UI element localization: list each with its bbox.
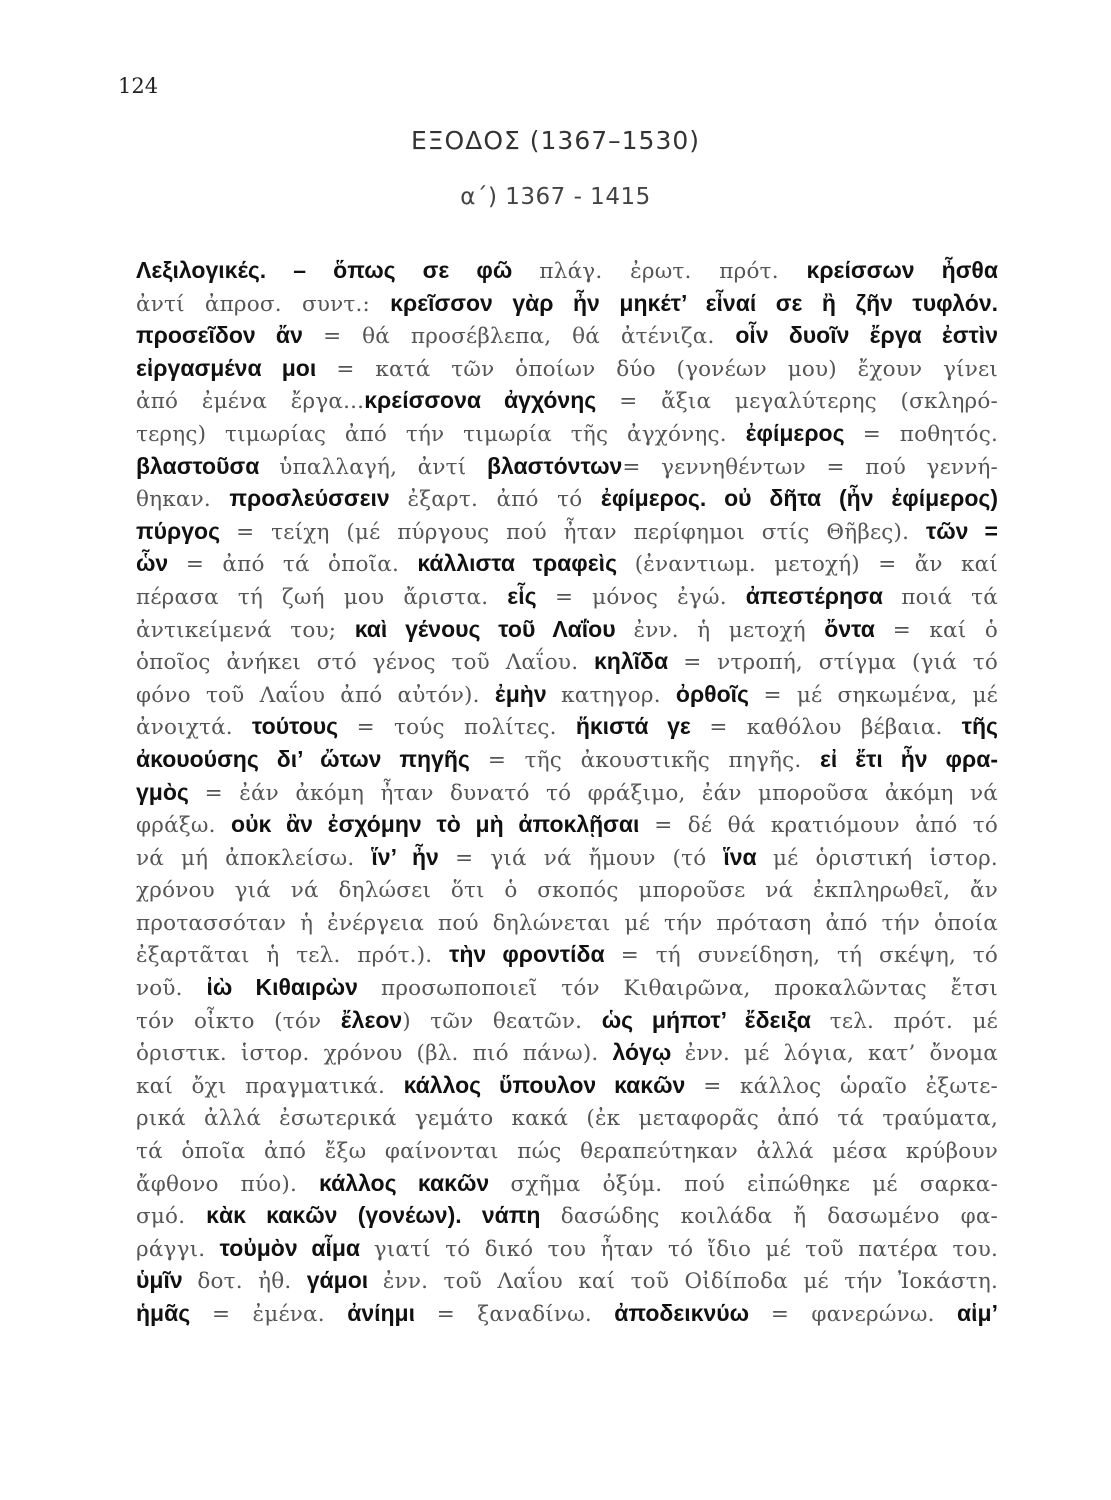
commentary-line <box>136 516 998 549</box>
lemma-term: βλαστόντων <box>486 452 623 479</box>
gloss-text: χρόνου γιά νά δηλώσει ὅτι ὁ σκοπός μποροῦσε νά ἐκπληρωθεῖ, ἄν <box>136 878 998 904</box>
gloss-text: δασώδης κοιλάδα ἤ δασωμένο φα- <box>560 1204 999 1230</box>
commentary-line <box>136 809 998 842</box>
lemma-term: ἀπεστέρησα <box>745 582 902 609</box>
gloss-text: = ἐμένα. <box>211 1302 348 1327</box>
page-number: 124 <box>118 74 159 98</box>
gloss-text: μέ ὁριστική ἱστορ. <box>772 845 998 871</box>
gloss-text: τερης) τιμωρίας ἀπό τήν τιμωρία τῆς ἀγχόνης. <box>136 421 746 447</box>
lemma-term: πύργος <box>136 517 237 544</box>
lemma-term: εἰργασμένα μοι <box>136 354 337 381</box>
gloss-text: πλάγ. ἐρωτ. πρότ. <box>539 259 807 284</box>
commentary-line <box>136 1168 998 1201</box>
commentary-line <box>136 451 998 484</box>
gloss-text: φράξω. <box>136 813 232 839</box>
gloss-text: ἐξαρτ. ἀπό τό <box>407 487 601 513</box>
lemma-term: ἀποδεικνύω <box>614 1300 771 1326</box>
lemma-term: εἷς <box>507 582 555 609</box>
gloss-text: = κατά τῶν ὁποίων δύο (γονέων μου) ἔχουν γίνει <box>336 356 998 382</box>
commentary-line <box>136 907 998 940</box>
gloss-text: ἐνν. μέ λόγια, κατ’ ὄνομα <box>684 1041 999 1067</box>
gloss-text: τελ. πρότ. μέ <box>829 1008 999 1034</box>
lemma-term: κάλλος κακῶν <box>319 1169 511 1196</box>
gloss-text: = γιά νά ἤμουν (τό <box>455 845 724 871</box>
gloss-text: γιατί τό δικό του ἦταν τό ἴδιο μέ τοῦ πατέρα του. <box>373 1236 999 1262</box>
commentary-line <box>136 842 998 875</box>
lemma-term: τῆς <box>961 713 998 740</box>
lemma-term: ἐμὴν <box>494 680 562 707</box>
lemma-term: ἐφίμερος. οὐ δῆτα (ἦν ἐφίμερος) <box>600 485 999 512</box>
commentary-line <box>136 255 998 288</box>
commentary-line <box>136 483 998 516</box>
lemma-term: ἀκουούσης δι’ ὤτων πηγῆς <box>136 745 488 772</box>
lemma-term: προσλεύσσειν <box>229 485 408 512</box>
lemma-term: κηλῖδα <box>593 648 684 675</box>
gloss-text: = θά προσέβλεπα, θά ἀτένιζα. <box>323 324 736 350</box>
lemma-term: κὰκ κακῶν (γονέων). νάπη <box>206 1202 561 1229</box>
lemma-term: ὄντα <box>824 615 893 642</box>
gloss-text: ὁριστικ. ἱστορ. χρόνου (βλ. πιό πάνω). <box>136 1041 613 1067</box>
commentary-line <box>136 1200 998 1233</box>
lemma-term: κρεῖσσον γὰρ ἦν μηκέτ’ εἶναί σε ἢ ζῆν τυφλόν. <box>390 289 998 316</box>
gloss-text: προσωποποιεῖ τόν Κιθαιρῶνα, προκαλῶντας ἔτσι <box>381 976 998 1002</box>
lemma-term: τούτους <box>252 713 357 740</box>
lemma-term: οἷν δυοῖν ἔργα ἐστὶν <box>735 322 998 349</box>
lemma-term: ὑμῖν <box>136 1267 198 1294</box>
gloss-text: πέρασα τή ζωή μου ἄριστα. <box>136 584 508 610</box>
gloss-text: ἄφθονο πύο). <box>136 1171 320 1197</box>
commentary-line <box>136 939 998 972</box>
gloss-text: = καθόλου βέβαια. <box>709 715 962 741</box>
lemma-term: καὶ γένους τοῦ Λαΐου <box>354 615 634 642</box>
gloss-text: (ἐναντιωμ. μετοχή) = ἄν καί <box>634 552 998 578</box>
gloss-text: ποιά τά <box>901 584 998 610</box>
gloss-text: νοῦ. <box>136 976 207 1002</box>
gloss-text: δοτ. ἠθ. <box>197 1269 307 1295</box>
gloss-text: = καί ὁ <box>892 617 999 643</box>
gloss-text: ράγγι. <box>136 1236 220 1262</box>
gloss-text: θηκαν. <box>136 487 230 513</box>
lemma-term: κάλλος ὕπουλον κακῶν <box>403 1071 704 1098</box>
gloss-text: ἀντί ἀπροσ. συντ.: <box>136 291 391 317</box>
gloss-text: = γεννηθέντων = πού γεννή- <box>622 454 998 480</box>
lemma-term: ἡμᾶς <box>136 1300 212 1326</box>
lemma-term: κάλλιστα τραφεὶς <box>417 550 635 577</box>
gloss-text: ἀπό ἐμένα ἔργα... <box>136 389 365 415</box>
gloss-text: ἐνν. τοῦ Λαΐου καί τοῦ Οἰδίποδα μέ τήν Ἰοκάστη. <box>382 1269 999 1295</box>
gloss-text: νά μή ἀποκλείσω. <box>136 845 372 871</box>
lemma-term: κρείσσων ἦσθα <box>806 257 999 283</box>
gloss-text: ἀντικείμενά του; <box>136 617 355 643</box>
commentary-line <box>136 874 998 907</box>
lemma-term: αἱμ’ <box>957 1300 998 1326</box>
commentary-line <box>136 353 998 386</box>
commentary-line <box>136 711 998 744</box>
commentary-line <box>136 581 998 614</box>
gloss-text: = φανερώνω. <box>770 1302 957 1327</box>
commentary-line <box>136 1070 998 1103</box>
gloss-text: προτασσόταν ἡ ἐνέργεια πού δηλώνεται μέ τήν πρόταση ἀπό τήν ὁποία <box>136 910 998 936</box>
lexical-commentary <box>136 255 998 1331</box>
gloss-text: ἐξαρτᾶται ἡ τελ. πρότ.). <box>136 943 450 969</box>
lemma-term: ἔλεον <box>340 1006 403 1033</box>
commentary-line <box>136 1135 998 1168</box>
commentary-line <box>136 972 998 1005</box>
lemma-term: εἰ ἔτι ἦν φρα- <box>819 745 999 772</box>
lemma-term: ἰὼ Κιθαιρὼν <box>206 974 382 1001</box>
section-title: ΕΞΟΔΟΣ (1367–1530) <box>410 126 701 155</box>
lemma-term: ὡς μήποτ’ ἔδειξα <box>601 1006 830 1033</box>
subsection-title: α΄) 1367 - 1415 <box>460 184 651 210</box>
gloss-text: = τούς πολίτες. <box>356 715 576 741</box>
gloss-text: = κάλλος ὡραῖο ἐξωτε- <box>703 1073 998 1099</box>
gloss-text: ἐνν. ἡ μετοχή <box>633 617 825 643</box>
commentary-line <box>136 646 998 679</box>
gloss-text: τά ὁποῖα ἀπό ἔξω φαίνονται πώς θεραπεύτηκαν ἀλλά μέσα κρύβουν <box>136 1139 998 1165</box>
gloss-text: = μέ σηκωμένα, μέ <box>763 682 999 708</box>
commentary-line <box>136 385 998 418</box>
commentary-line <box>136 1233 998 1266</box>
lemma-term: ἐφίμερος <box>745 419 863 446</box>
lemma-term: λόγῳ <box>612 1039 685 1066</box>
lemma-term: τῶν = <box>925 517 998 544</box>
gloss-text: ρικά ἀλλά ἐσωτερικά γεμάτο κακά (ἐκ μεταφορᾶς ἀπό τά τραύματα, <box>136 1106 998 1132</box>
commentary-line <box>136 744 998 777</box>
lemma-term: ἵνα <box>723 843 773 870</box>
lemma-term: ἀνίημι <box>347 1300 437 1326</box>
commentary-line <box>136 1298 998 1331</box>
gloss-text: = ἀπό τά ὁποῖα. <box>185 552 418 578</box>
lemma-term: ὧν <box>136 550 186 577</box>
commentary-line <box>136 1005 998 1038</box>
gloss-text: σμό. <box>136 1204 207 1230</box>
lemma-term: ὀρθοῖς <box>675 680 764 707</box>
gloss-text: τόν οἶκτο (τόν <box>136 1008 341 1034</box>
gloss-text: κατηγορ. <box>561 682 676 708</box>
lemma-term: Λεξιλογικές. – ὅπως σε φῶ <box>136 257 540 283</box>
lemma-term: τοὐμὸν αἷμα <box>219 1234 374 1261</box>
lemma-term: τὴν φροντίδα <box>449 941 621 968</box>
gloss-text: = ντροπή, στίγμα (γιά τό <box>683 650 998 676</box>
commentary-line <box>136 288 998 321</box>
gloss-text: καί ὄχι πραγματικά. <box>136 1073 404 1099</box>
gloss-text: = ξαναδίνω. <box>436 1302 615 1327</box>
gloss-text: σχῆμα ὀξύμ. πού εἰπώθηκε μέ σαρκα- <box>510 1171 998 1197</box>
lemma-term: γμὸς <box>136 778 205 805</box>
lemma-term: βλαστοῦσα <box>136 452 280 479</box>
lemma-term: γάμοι <box>306 1267 383 1294</box>
commentary-line <box>136 679 998 712</box>
gloss-text: = τῆς ἀκουστικῆς πηγῆς. <box>487 747 820 773</box>
lemma-term: ἵν’ ἦν <box>371 843 456 870</box>
gloss-text: = τή συνείδηση, τή σκέψη, τό <box>620 943 999 969</box>
commentary-line <box>136 1102 998 1135</box>
commentary-line <box>136 1037 998 1070</box>
commentary-line <box>136 320 998 353</box>
commentary-line <box>136 418 998 451</box>
commentary-line <box>136 777 998 810</box>
gloss-text: = ποθητός. <box>862 421 998 447</box>
gloss-text: = μόνος ἐγώ. <box>554 584 746 610</box>
gloss-text: = ἐάν ἀκόμη ἦταν δυνατό τό φράξιμο, ἐάν μποροῦσα ἀκόμη νά <box>204 780 999 806</box>
lemma-term: ἥκιστά γε <box>575 713 710 740</box>
gloss-text: = ἄξια μεγαλύτερης (σκληρό- <box>619 389 999 415</box>
gloss-text: ὁποῖος ἀνήκει στό γένος τοῦ Λαΐου. <box>136 650 594 676</box>
gloss-text: φόνο τοῦ Λαΐου ἀπό αὐτόν). <box>136 682 495 708</box>
gloss-text: ἀνοιχτά. <box>136 715 253 741</box>
commentary-line <box>136 548 998 581</box>
gloss-text: ὑπαλλαγή, ἀντί <box>279 454 487 480</box>
gloss-text: = δέ θά κρατιόμουν ἀπό τό <box>654 813 999 839</box>
commentary-line <box>136 614 998 647</box>
commentary-line <box>136 1265 998 1298</box>
gloss-text: ) τῶν θεατῶν. <box>402 1008 602 1034</box>
lemma-term: κρείσσονα ἀγχόνης <box>364 387 620 414</box>
lemma-term: προσεῖδον ἄν <box>136 322 324 349</box>
gloss-text: = τείχη (μέ πύργους πού ἦταν περίφημοι στίς Θῆβες). <box>236 519 926 545</box>
lemma-term: οὐκ ἂν ἐσχόμην τὸ μὴ ἀποκλῇσαι <box>231 811 655 838</box>
